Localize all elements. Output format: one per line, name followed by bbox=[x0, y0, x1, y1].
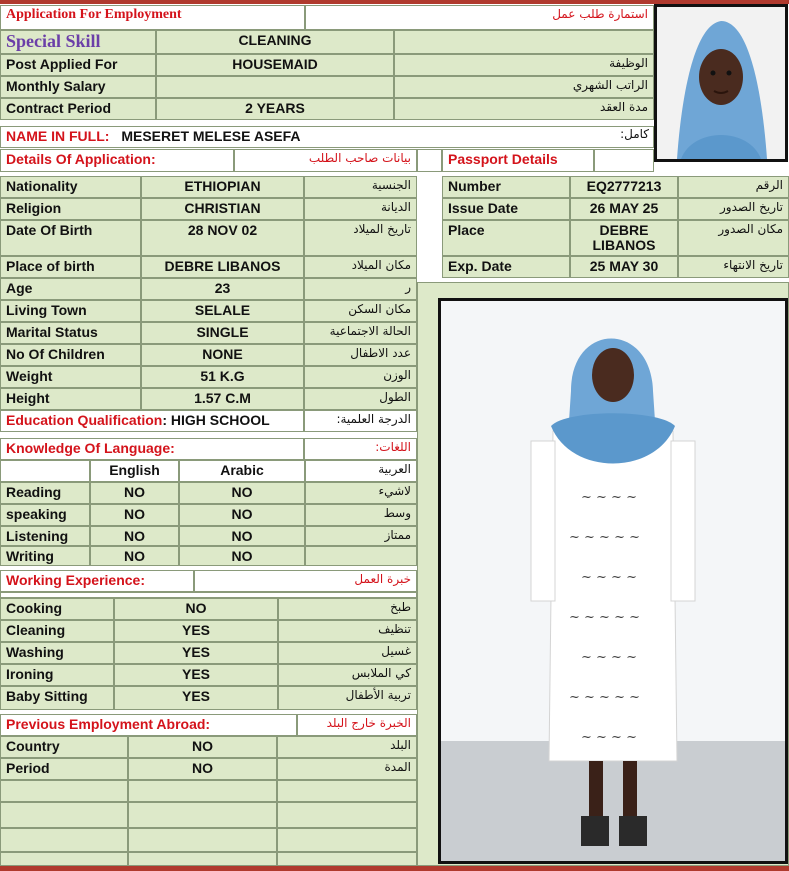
marital-label: Marital Status bbox=[0, 322, 141, 344]
reading-arabic: NO bbox=[179, 482, 305, 504]
education-row bbox=[0, 410, 304, 432]
blank-row-2-c bbox=[277, 802, 417, 828]
passport-number-value: EQ2777213 bbox=[570, 176, 678, 198]
writing-ar bbox=[305, 546, 417, 566]
living-town-value: SELALE bbox=[141, 300, 304, 322]
passport-label: Passport Details bbox=[442, 149, 594, 172]
salary-value bbox=[156, 76, 394, 98]
writing-arabic: NO bbox=[179, 546, 305, 566]
previous-employment-label: Previous Employment Abroad: bbox=[0, 714, 297, 736]
passport-place-ar: مكان الصدور bbox=[678, 220, 789, 256]
dob-value: 28 NOV 02 bbox=[141, 220, 304, 256]
passport-label-spacer bbox=[594, 149, 654, 172]
arabic-header: Arabic bbox=[179, 460, 305, 482]
language-header-empty bbox=[0, 460, 90, 482]
weight-label: Weight bbox=[0, 366, 141, 388]
details-label-ar: بيانات صاحب الطلب bbox=[234, 149, 417, 172]
blank-row-4-a bbox=[0, 852, 128, 866]
cooking-label: Cooking bbox=[0, 598, 114, 620]
contract-value: 2 YEARS bbox=[156, 98, 394, 120]
blank-row-3-a bbox=[0, 828, 128, 852]
post-ar: الوظيفة bbox=[394, 54, 654, 76]
dob-label: Date Of Birth bbox=[0, 220, 141, 256]
blank-row-1-b bbox=[128, 780, 277, 802]
weight-value: 51 K.G bbox=[141, 366, 304, 388]
washing-ar: غسيل bbox=[278, 642, 417, 664]
religion-label: Religion bbox=[0, 198, 141, 220]
previous-employment-label-ar: الخبرة خارج البلد bbox=[297, 714, 417, 736]
cooking-ar: طبخ bbox=[278, 598, 417, 620]
children-label: No Of Children bbox=[0, 344, 141, 366]
ironing-value: YES bbox=[114, 664, 278, 686]
passport-number-ar: الرقم bbox=[678, 176, 789, 198]
issue-date-ar: تاريخ الصدور bbox=[678, 198, 789, 220]
marital-ar: الحالة الاجتماعية bbox=[304, 322, 417, 344]
language-label: Knowledge Of Language: bbox=[0, 438, 304, 460]
blank-row-1-c bbox=[277, 780, 417, 802]
issue-date-label: Issue Date bbox=[442, 198, 570, 220]
marital-value: SINGLE bbox=[141, 322, 304, 344]
baby-sitting-value: YES bbox=[114, 686, 278, 710]
blank-row-3-b bbox=[128, 828, 277, 852]
passport-place-value: DEBRE LIBANOS bbox=[570, 220, 678, 256]
pob-ar: مكان الميلاد bbox=[304, 256, 417, 278]
age-ar: ر bbox=[304, 278, 417, 300]
education-ar: الدرجة العلمية: bbox=[304, 410, 417, 432]
passport-number-label: Number bbox=[442, 176, 570, 198]
period-label: Period bbox=[0, 758, 128, 780]
listening-ar: ممتاز bbox=[305, 526, 417, 546]
weight-ar: الوزن bbox=[304, 366, 417, 388]
washing-value: YES bbox=[114, 642, 278, 664]
svg-text:~ ~ ~ ~ ~: ~ ~ ~ ~ ~ bbox=[569, 690, 640, 705]
salary-ar: الراتب الشهري bbox=[394, 76, 654, 98]
experience-label-ar: خبرة العمل bbox=[194, 570, 417, 592]
contract-ar: مدة العقد bbox=[394, 98, 654, 120]
form-title-ar: استمارة طلب عمل bbox=[305, 5, 654, 30]
full-body-photo bbox=[438, 298, 788, 864]
pob-label: Place of birth bbox=[0, 256, 141, 278]
country-value: NO bbox=[128, 736, 277, 758]
education-value: : HIGH SCHOOL bbox=[162, 412, 270, 428]
svg-text:~ ~ ~ ~: ~ ~ ~ ~ bbox=[581, 730, 637, 745]
blank-row-4-c bbox=[277, 852, 417, 866]
svg-text:~ ~ ~ ~: ~ ~ ~ ~ bbox=[581, 570, 637, 585]
spacer-cell bbox=[417, 149, 442, 172]
full-name-label: NAME IN FULL: bbox=[6, 128, 110, 144]
religion-value: CHRISTIAN bbox=[141, 198, 304, 220]
blank-row-4-b bbox=[128, 852, 277, 866]
salary-label: Monthly Salary bbox=[0, 76, 156, 98]
exp-date-value: 25 MAY 30 bbox=[570, 256, 678, 278]
education-label: Education Qualification bbox=[6, 412, 163, 428]
portrait-photo-svg bbox=[657, 7, 785, 159]
details-label: Details Of Application: bbox=[0, 149, 234, 172]
ironing-ar: كي الملابس bbox=[278, 664, 417, 686]
arabic-header-ar: العربية bbox=[305, 460, 417, 482]
blank-row-1-a bbox=[0, 780, 128, 802]
living-town-ar: مكان السكن bbox=[304, 300, 417, 322]
special-skill-label: Special Skill bbox=[0, 30, 156, 54]
age-label: Age bbox=[0, 278, 141, 300]
english-header: English bbox=[90, 460, 179, 482]
reading-ar: لاشيء bbox=[305, 482, 417, 504]
special-skill-value: CLEANING bbox=[156, 30, 394, 54]
svg-text:~ ~ ~ ~ ~: ~ ~ ~ ~ ~ bbox=[569, 610, 640, 625]
listening-label: Listening bbox=[0, 526, 90, 546]
listening-english: NO bbox=[90, 526, 179, 546]
issue-date-value: 26 MAY 25 bbox=[570, 198, 678, 220]
cleaning-value: YES bbox=[114, 620, 278, 642]
writing-english: NO bbox=[90, 546, 179, 566]
full-body-photo-svg bbox=[441, 301, 785, 861]
height-value: 1.57 C.M bbox=[141, 388, 304, 410]
speaking-ar: وسط bbox=[305, 504, 417, 526]
experience-label: Working Experience: bbox=[0, 570, 194, 592]
height-ar: الطول bbox=[304, 388, 417, 410]
cooking-value: NO bbox=[114, 598, 278, 620]
cleaning-label: Cleaning bbox=[0, 620, 114, 642]
dob-ar: تاريخ الميلاد bbox=[304, 220, 417, 256]
form-title: Application For Employment bbox=[0, 5, 305, 30]
speaking-arabic: NO bbox=[179, 504, 305, 526]
country-label: Country bbox=[0, 736, 128, 758]
blank-row-2-b bbox=[128, 802, 277, 828]
pob-value: DEBRE LIBANOS bbox=[141, 256, 304, 278]
children-value: NONE bbox=[141, 344, 304, 366]
post-value: HOUSEMAID bbox=[156, 54, 394, 76]
nationality-value: ETHIOPIAN bbox=[141, 176, 304, 198]
full-name-ar: كامل: bbox=[620, 127, 649, 141]
full-name-value: MESERET MELESE ASEFA bbox=[121, 128, 301, 144]
living-town-label: Living Town bbox=[0, 300, 141, 322]
svg-text:~ ~ ~ ~: ~ ~ ~ ~ bbox=[581, 490, 637, 505]
exp-date-label: Exp. Date bbox=[442, 256, 570, 278]
speaking-english: NO bbox=[90, 504, 179, 526]
svg-text:~ ~ ~ ~: ~ ~ ~ ~ bbox=[581, 650, 637, 665]
baby-sitting-label: Baby Sitting bbox=[0, 686, 114, 710]
cleaning-ar: تنظيف bbox=[278, 620, 417, 642]
full-name-row bbox=[0, 126, 654, 148]
exp-date-ar: تاريخ الانتهاء bbox=[678, 256, 789, 278]
period-ar: المدة bbox=[277, 758, 417, 780]
svg-text:~ ~ ~ ~ ~: ~ ~ ~ ~ ~ bbox=[569, 530, 640, 545]
listening-arabic: NO bbox=[179, 526, 305, 546]
period-value: NO bbox=[128, 758, 277, 780]
post-label: Post Applied For bbox=[0, 54, 156, 76]
baby-sitting-ar: تربية الأطفال bbox=[278, 686, 417, 710]
age-value: 23 bbox=[141, 278, 304, 300]
writing-label: Writing bbox=[0, 546, 90, 566]
reading-english: NO bbox=[90, 482, 179, 504]
contract-label: Contract Period bbox=[0, 98, 156, 120]
blank-row-2-a bbox=[0, 802, 128, 828]
special-skill-ar-cell bbox=[394, 30, 654, 54]
reading-label: Reading bbox=[0, 482, 90, 504]
language-label-ar: اللغات: bbox=[304, 438, 417, 460]
passport-place-label: Place bbox=[442, 220, 570, 256]
nationality-ar: الجنسية bbox=[304, 176, 417, 198]
religion-ar: الديانة bbox=[304, 198, 417, 220]
ironing-label: Ironing bbox=[0, 664, 114, 686]
nationality-label: Nationality bbox=[0, 176, 141, 198]
height-label: Height bbox=[0, 388, 141, 410]
portrait-photo bbox=[654, 4, 788, 162]
speaking-label: speaking bbox=[0, 504, 90, 526]
blank-row-3-c bbox=[277, 828, 417, 852]
country-ar: البلد bbox=[277, 736, 417, 758]
washing-label: Washing bbox=[0, 642, 114, 664]
bottom-border bbox=[0, 866, 789, 871]
children-ar: عدد الاطفال bbox=[304, 344, 417, 366]
